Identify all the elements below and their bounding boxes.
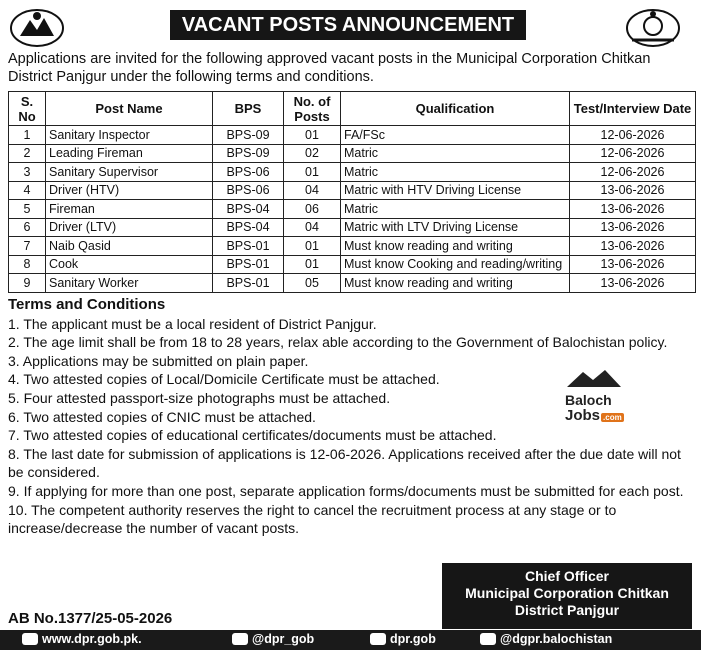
cell-posts: 01: [284, 163, 341, 182]
cell-date: 12-06-2026: [570, 144, 696, 163]
cell-post-name: Driver (HTV): [46, 181, 213, 200]
cell-date: 12-06-2026: [570, 163, 696, 182]
cell-qualification: Must know Cooking and reading/writing: [341, 255, 570, 274]
cell-qualification: Matric: [341, 200, 570, 219]
term-item: 9. If applying for more than one post, separate application forms/documents must be submitted for each post.: [8, 482, 684, 499]
ab-number: AB No.1377/25-05-2026: [8, 610, 173, 627]
cell-qualification: Matric: [341, 163, 570, 182]
cell-sno: 8: [9, 255, 46, 274]
cell-bps: BPS-06: [213, 181, 284, 200]
column-header-date: Test/Interview Date: [570, 92, 696, 126]
watermark-line2: Jobs: [565, 407, 601, 424]
cell-sno: 9: [9, 274, 46, 293]
cell-qualification: Matric with LTV Driving License: [341, 218, 570, 237]
watermark-line1: Baloch: [565, 392, 612, 408]
cell-posts: 06: [284, 200, 341, 219]
term-item: 4. Two attested copies of Local/Domicile Certificate must be attached.: [8, 371, 440, 388]
term-item: 5. Four attested passport-size photographs must be attached.: [8, 389, 391, 406]
cell-bps: BPS-04: [213, 200, 284, 219]
signatory-office: Municipal Corporation Chitkan: [465, 585, 669, 601]
cell-post-name: Naib Qasid: [46, 237, 213, 256]
cell-qualification: Matric: [341, 144, 570, 163]
column-header-sno: S. No: [9, 92, 46, 126]
cell-date: 12-06-2026: [570, 126, 696, 145]
facebook-icon: [480, 633, 496, 645]
instagram-icon: [370, 633, 386, 645]
cell-sno: 5: [9, 200, 46, 219]
table-row: [9, 237, 696, 256]
vacant-posts-table: [8, 91, 696, 293]
cell-qualification: Must know reading and writing: [341, 274, 570, 293]
signatory-title: Chief Officer: [524, 568, 609, 584]
column-header-posts: No. of Posts: [284, 92, 341, 126]
table-row: [9, 218, 696, 237]
term-item: 2. The age limit shall be from 18 to 28 years, relax able according to the Government of Balochistan policy.: [8, 334, 668, 351]
mountain-icon: [565, 368, 655, 388]
cell-posts: 02: [284, 144, 341, 163]
cell-sno: 2: [9, 144, 46, 163]
cell-post-name: Leading Fireman: [46, 144, 213, 163]
footer-twitter[interactable]: @dpr_gob: [232, 632, 314, 646]
cell-qualification: Must know reading and writing: [341, 237, 570, 256]
signatory-district: District Panjgur: [514, 602, 620, 618]
cell-posts: 01: [284, 237, 341, 256]
government-emblem-right: [624, 6, 682, 48]
watermark-suffix: .com: [603, 413, 622, 422]
cell-sno: 1: [9, 126, 46, 145]
cell-posts: 05: [284, 274, 341, 293]
table-row: [9, 255, 696, 274]
cell-post-name: Sanitary Inspector: [46, 126, 213, 145]
cell-posts: 01: [284, 126, 341, 145]
table-row: [9, 126, 696, 145]
page-title: VACANT POSTS ANNOUNCEMENT: [170, 10, 526, 40]
footer-website[interactable]: www.dpr.gob.pk.: [22, 632, 142, 646]
cell-bps: BPS-04: [213, 218, 284, 237]
cell-date: 13-06-2026: [570, 218, 696, 237]
cell-posts: 04: [284, 181, 341, 200]
table-row: [9, 274, 696, 293]
cell-sno: 4: [9, 181, 46, 200]
twitter-icon: [232, 633, 248, 645]
cell-post-name: Cook: [46, 255, 213, 274]
term-item: 8. The last date for submission of applications is 12-06-2026. Applications received after the due date will not be considered.: [8, 445, 681, 481]
table-row: [9, 200, 696, 219]
cell-qualification: Matric with HTV Driving License: [341, 181, 570, 200]
table-row: [9, 163, 696, 182]
cell-bps: BPS-09: [213, 144, 284, 163]
column-header-post: Post Name: [46, 92, 213, 126]
cell-sno: 6: [9, 218, 46, 237]
terms-heading: Terms and Conditions: [8, 296, 166, 313]
cell-date: 13-06-2026: [570, 237, 696, 256]
cell-sno: 3: [9, 163, 46, 182]
cell-bps: BPS-01: [213, 274, 284, 293]
footer-bar: [0, 630, 701, 650]
cell-bps: BPS-06: [213, 163, 284, 182]
government-emblem-left: [8, 6, 66, 48]
globe-icon: [22, 633, 38, 645]
term-item: 7. Two attested copies of educational certificates/documents must be attached.: [8, 427, 497, 444]
term-item: 3. Applications may be submitted on plain paper.: [8, 352, 309, 369]
cell-sno: 7: [9, 237, 46, 256]
intro-text: Applications are invited for the following approved vacant posts in the Municipal Corporation Chitkan District Panjgur under the following terms and conditions.: [8, 51, 651, 85]
column-header-qualification: Qualification: [341, 92, 570, 126]
footer-facebook[interactable]: @dgpr.balochistan: [480, 632, 612, 646]
cell-date: 13-06-2026: [570, 274, 696, 293]
term-item: 10. The competent authority reserves the right to cancel the recruitment process at any stage or to increase/decrease the number of vacant posts.: [8, 501, 617, 537]
cell-post-name: Sanitary Worker: [46, 274, 213, 293]
footer-instagram[interactable]: dpr.gob: [370, 632, 436, 646]
column-header-bps: BPS: [213, 92, 284, 126]
cell-posts: 04: [284, 218, 341, 237]
cell-bps: BPS-01: [213, 237, 284, 256]
balochjobs-watermark-logo: [565, 368, 655, 423]
cell-date: 13-06-2026: [570, 200, 696, 219]
cell-post-name: Sanitary Supervisor: [46, 163, 213, 182]
cell-posts: 01: [284, 255, 341, 274]
cell-date: 13-06-2026: [570, 181, 696, 200]
term-item: 1. The applicant must be a local resident of District Panjgur.: [8, 315, 377, 332]
signatory-block: [442, 563, 692, 629]
cell-date: 13-06-2026: [570, 255, 696, 274]
cell-bps: BPS-01: [213, 255, 284, 274]
table-row: [9, 181, 696, 200]
term-item: 6. Two attested copies of CNIC must be attached.: [8, 408, 316, 425]
table-row: [9, 144, 696, 163]
table-header-row: [9, 92, 696, 126]
cell-post-name: Fireman: [46, 200, 213, 219]
cell-post-name: Driver (LTV): [46, 218, 213, 237]
cell-qualification: FA/FSc: [341, 126, 570, 145]
cell-bps: BPS-09: [213, 126, 284, 145]
